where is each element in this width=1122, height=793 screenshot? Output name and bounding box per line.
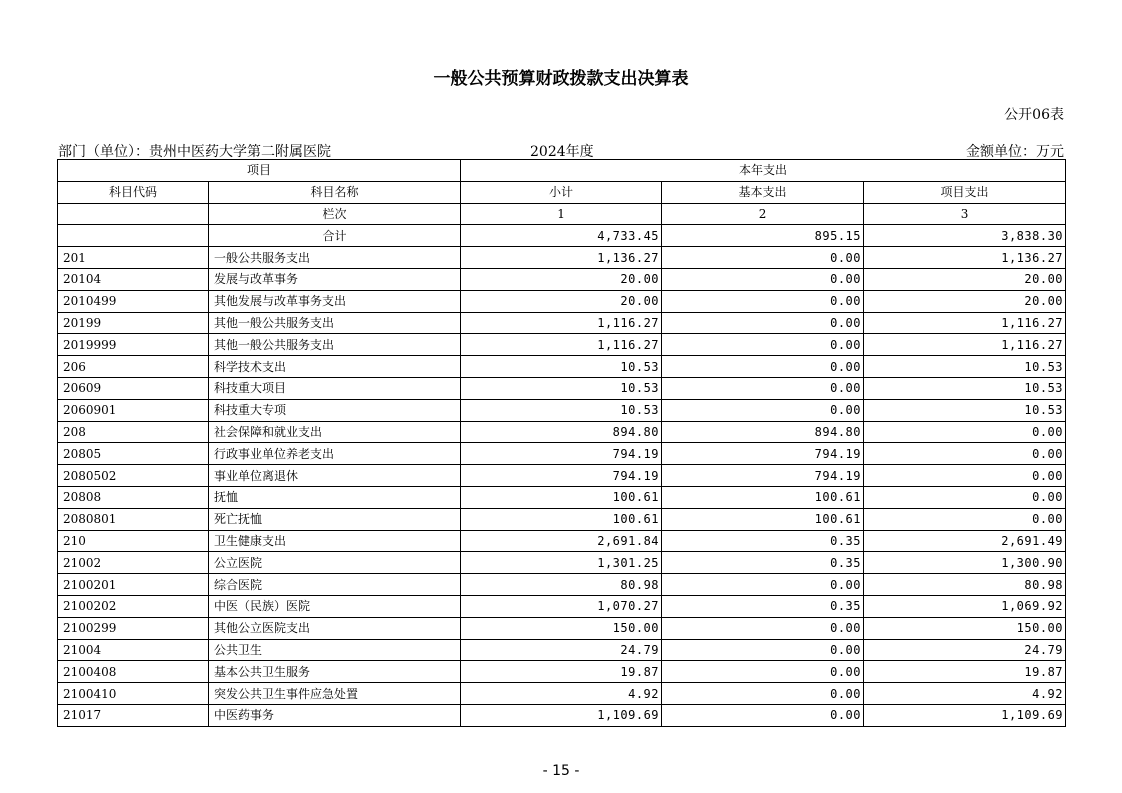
header-item: 项目 [58,160,461,182]
cell-basic: 0.35 [662,530,864,552]
fiscal-year: 2024年度 [530,144,594,160]
cell-code: 20199 [58,312,209,334]
cell-subtotal: 10.53 [461,377,662,399]
table-row [58,486,1066,508]
cell-name: 公立医院 [209,552,461,574]
cell-code: 20805 [58,443,209,465]
amount-unit: 金额单位：万元 [966,144,1064,160]
cell-basic: 100.61 [662,486,864,508]
cell-project: 10.53 [864,356,1066,378]
cell-name: 基本公共卫生服务 [209,661,461,683]
table-row [58,377,1066,399]
total-basic: 895.15 [662,225,864,247]
cell-subtotal: 20.00 [461,290,662,312]
cell-project: 80.98 [864,574,1066,596]
cell-subtotal: 1,070.27 [461,595,662,617]
cell-subtotal: 1,136.27 [461,247,662,269]
total-blank [58,225,209,247]
cell-basic: 0.35 [662,595,864,617]
table-row [58,334,1066,356]
cell-subtotal: 1,116.27 [461,312,662,334]
cell-project: 1,116.27 [864,312,1066,334]
cell-project: 10.53 [864,377,1066,399]
cell-basic: 794.19 [662,443,864,465]
header-project: 项目支出 [864,181,1066,203]
cell-name: 一般公共服务支出 [209,247,461,269]
table-row [58,421,1066,443]
table-row [58,661,1066,683]
cell-project: 1,136.27 [864,247,1066,269]
cell-code: 2100299 [58,617,209,639]
table-row [58,465,1066,487]
cell-basic: 0.00 [662,312,864,334]
cell-basic: 0.00 [662,399,864,421]
cell-basic: 794.19 [662,465,864,487]
cell-basic: 0.35 [662,552,864,574]
department-label: 部门（单位）：贵州中医药大学第二附属医院 [58,144,331,160]
header-basic: 基本支出 [662,181,864,203]
cell-project: 24.79 [864,639,1066,661]
cell-project: 0.00 [864,465,1066,487]
header-subtotal: 小计 [461,181,662,203]
total-subtotal: 4,733.45 [461,225,662,247]
cell-name: 其他一般公共服务支出 [209,334,461,356]
table-row [58,574,1066,596]
cell-code: 2080801 [58,508,209,530]
cell-code: 201 [58,247,209,269]
cell-code: 2080502 [58,465,209,487]
cell-subtotal: 1,301.25 [461,552,662,574]
table-row [58,443,1066,465]
cell-basic: 0.00 [662,377,864,399]
cell-code: 21002 [58,552,209,574]
cell-subtotal: 894.80 [461,421,662,443]
header-name: 科目名称 [209,181,461,203]
cell-subtotal: 150.00 [461,617,662,639]
header-col2: 2 [662,203,864,225]
cell-basic: 0.00 [662,661,864,683]
cell-basic: 0.00 [662,334,864,356]
cell-basic: 0.00 [662,356,864,378]
cell-name: 其他发展与改革事务支出 [209,290,461,312]
cell-name: 科技重大专项 [209,399,461,421]
cell-code: 2060901 [58,399,209,421]
cell-code: 210 [58,530,209,552]
cell-subtotal: 794.19 [461,465,662,487]
header-current-year: 本年支出 [461,160,1066,182]
cell-name: 其他一般公共服务支出 [209,312,461,334]
cell-subtotal: 20.00 [461,268,662,290]
cell-name: 科技重大项目 [209,377,461,399]
table-row [58,530,1066,552]
meta-row [58,141,1064,161]
cell-name: 行政事业单位养老支出 [209,443,461,465]
cell-code: 208 [58,421,209,443]
cell-basic: 0.00 [662,247,864,269]
header-row-2 [58,181,1066,203]
cell-subtotal: 10.53 [461,356,662,378]
cell-name: 中医（民族）医院 [209,595,461,617]
cell-project: 1,116.27 [864,334,1066,356]
cell-code: 206 [58,356,209,378]
header-row-3 [58,203,1066,225]
table-row [58,399,1066,421]
cell-code: 2100410 [58,683,209,705]
header-row-1 [58,160,1066,182]
cell-code: 2019999 [58,334,209,356]
cell-project: 0.00 [864,508,1066,530]
cell-name: 抚恤 [209,486,461,508]
cell-subtotal: 1,109.69 [461,704,662,726]
table-row [58,552,1066,574]
header-blank [58,203,209,225]
total-project: 3,838.30 [864,225,1066,247]
cell-basic: 0.00 [662,574,864,596]
total-row [58,225,1066,247]
cell-name: 科学技术支出 [209,356,461,378]
cell-subtotal: 100.61 [461,486,662,508]
cell-name: 发展与改革事务 [209,268,461,290]
form-number: 公开06表 [1004,107,1064,123]
cell-name: 中医药事务 [209,704,461,726]
cell-basic: 0.00 [662,704,864,726]
cell-project: 10.53 [864,399,1066,421]
cell-name: 社会保障和就业支出 [209,421,461,443]
header-col1: 1 [461,203,662,225]
table-row [58,356,1066,378]
total-label: 合计 [209,225,461,247]
header-code: 科目代码 [58,181,209,203]
cell-project: 1,069.92 [864,595,1066,617]
cell-subtotal: 1,116.27 [461,334,662,356]
cell-subtotal: 24.79 [461,639,662,661]
cell-name: 突发公共卫生事件应急处置 [209,683,461,705]
header-col3: 3 [864,203,1066,225]
table-row [58,683,1066,705]
cell-code: 20609 [58,377,209,399]
cell-project: 1,109.69 [864,704,1066,726]
cell-basic: 100.61 [662,508,864,530]
cell-basic: 0.00 [662,268,864,290]
cell-subtotal: 19.87 [461,661,662,683]
cell-subtotal: 794.19 [461,443,662,465]
table-row [58,268,1066,290]
cell-subtotal: 80.98 [461,574,662,596]
cell-project: 19.87 [864,661,1066,683]
cell-code: 21004 [58,639,209,661]
cell-name: 卫生健康支出 [209,530,461,552]
table-row [58,290,1066,312]
cell-code: 2100202 [58,595,209,617]
table-row [58,312,1066,334]
cell-project: 2,691.49 [864,530,1066,552]
cell-subtotal: 10.53 [461,399,662,421]
cell-code: 21017 [58,704,209,726]
cell-basic: 0.00 [662,290,864,312]
cell-name: 其他公立医院支出 [209,617,461,639]
cell-name: 事业单位离退休 [209,465,461,487]
table-row [58,704,1066,726]
table-row [58,639,1066,661]
page-title: 一般公共预算财政拨款支出决算表 [433,69,689,89]
cell-subtotal: 100.61 [461,508,662,530]
cell-project: 0.00 [864,421,1066,443]
cell-project: 20.00 [864,290,1066,312]
cell-name: 公共卫生 [209,639,461,661]
cell-subtotal: 4.92 [461,683,662,705]
cell-code: 2100201 [58,574,209,596]
cell-project: 0.00 [864,486,1066,508]
page-number: - 15 - [542,763,580,779]
table-row [58,508,1066,530]
table-row [58,247,1066,269]
cell-project: 150.00 [864,617,1066,639]
cell-basic: 0.00 [662,617,864,639]
table-row [58,617,1066,639]
cell-code: 2100408 [58,661,209,683]
cell-basic: 0.00 [662,639,864,661]
cell-name: 死亡抚恤 [209,508,461,530]
cell-project: 1,300.90 [864,552,1066,574]
cell-subtotal: 2,691.84 [461,530,662,552]
cell-name: 综合医院 [209,574,461,596]
cell-code: 2010499 [58,290,209,312]
cell-basic: 894.80 [662,421,864,443]
cell-code: 20104 [58,268,209,290]
expenditure-table [57,159,1066,727]
table-row [58,595,1066,617]
cell-project: 4.92 [864,683,1066,705]
cell-project: 0.00 [864,443,1066,465]
cell-project: 20.00 [864,268,1066,290]
cell-code: 20808 [58,486,209,508]
header-col-index: 栏次 [209,203,461,225]
cell-basic: 0.00 [662,683,864,705]
